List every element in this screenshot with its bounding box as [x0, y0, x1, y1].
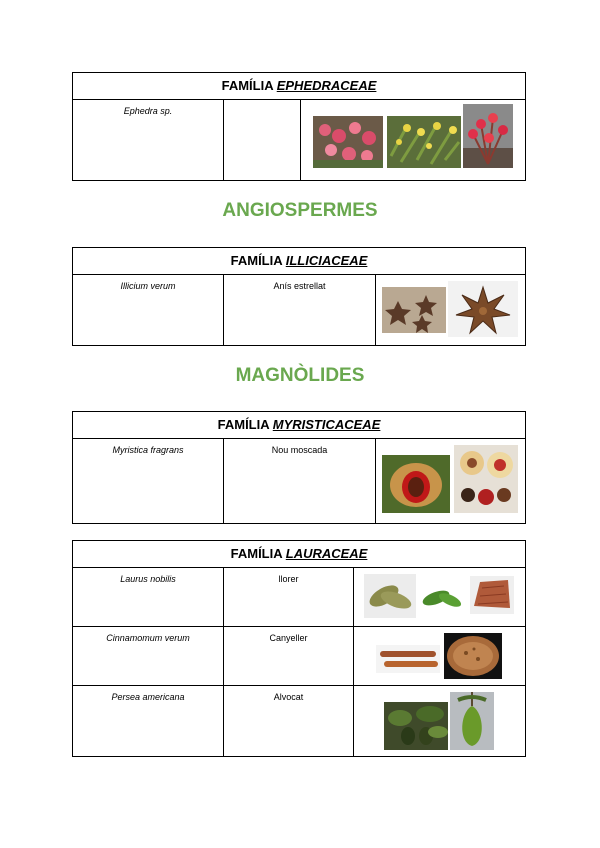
- common-name: Nou moscada: [224, 439, 376, 523]
- bay-leaf-photo-3: [470, 576, 514, 614]
- avocado-photo-1: [384, 702, 448, 750]
- table-row: [73, 439, 525, 523]
- family-header: [73, 248, 525, 275]
- family-name: LAURACEAE: [285, 546, 368, 561]
- ephedra-photo-1: [313, 116, 383, 168]
- cinnamon-photo-1: [376, 645, 440, 673]
- family-table-myristicaceae: [72, 411, 526, 524]
- common-name: [224, 100, 301, 180]
- photo-cell: [376, 439, 525, 523]
- family-label: FAMÍLIA: [221, 78, 277, 93]
- family-label: FAMÍLIA: [230, 253, 286, 268]
- family-name: ILLICIACEAE: [285, 253, 368, 268]
- family-header: [73, 541, 525, 568]
- family-table-ephedraceae: [72, 72, 526, 181]
- table-row: [73, 100, 525, 180]
- nutmeg-photo-1: [382, 455, 450, 513]
- section-title-angiospermes: ANGIOSPERMES: [222, 200, 378, 221]
- photo-cell: [354, 627, 525, 685]
- common-name: Anís estrellat: [224, 275, 376, 345]
- scientific-name: Ephedra sp.: [73, 100, 224, 180]
- ephedra-photo-3: [463, 104, 513, 168]
- family-table-illiciaceae: [72, 247, 526, 346]
- scientific-name: Myristica fragrans: [73, 439, 224, 523]
- nutmeg-photo-2: [454, 445, 518, 513]
- bay-leaf-photo-2: [420, 584, 464, 612]
- scientific-name: Illicium verum: [73, 275, 224, 345]
- scientific-name: Cinnamomum verum: [73, 627, 224, 685]
- table-row: [73, 627, 525, 686]
- common-name: Canyeller: [224, 627, 354, 685]
- common-name: llorer: [224, 568, 354, 626]
- family-name: EPHEDRACEAE: [276, 78, 377, 93]
- family-header: [73, 412, 525, 439]
- family-label: FAMÍLIA: [230, 546, 286, 561]
- photo-cell: [301, 100, 525, 180]
- bay-leaf-photo-1: [364, 574, 416, 618]
- star-anise-photo-2: [448, 281, 518, 337]
- family-label: FAMÍLIA: [217, 417, 273, 432]
- photo-cell: [376, 275, 525, 345]
- family-header: [73, 73, 525, 100]
- table-row: [73, 686, 525, 756]
- table-row: [73, 275, 525, 345]
- ephedra-photo-2: [387, 116, 461, 168]
- common-name: Alvocat: [224, 686, 354, 756]
- cinnamon-photo-2: [444, 633, 502, 679]
- section-title-magnolides: MAGNÒLIDES: [235, 365, 365, 386]
- photo-cell: [354, 686, 525, 756]
- avocado-photo-2: [450, 692, 494, 750]
- table-row: [73, 568, 525, 627]
- family-name: MYRISTICACEAE: [272, 417, 381, 432]
- scientific-name: Laurus nobilis: [73, 568, 224, 626]
- scientific-name: Persea americana: [73, 686, 224, 756]
- photo-cell: [354, 568, 525, 626]
- family-table-lauraceae: [72, 540, 526, 757]
- star-anise-photo-1: [382, 287, 446, 333]
